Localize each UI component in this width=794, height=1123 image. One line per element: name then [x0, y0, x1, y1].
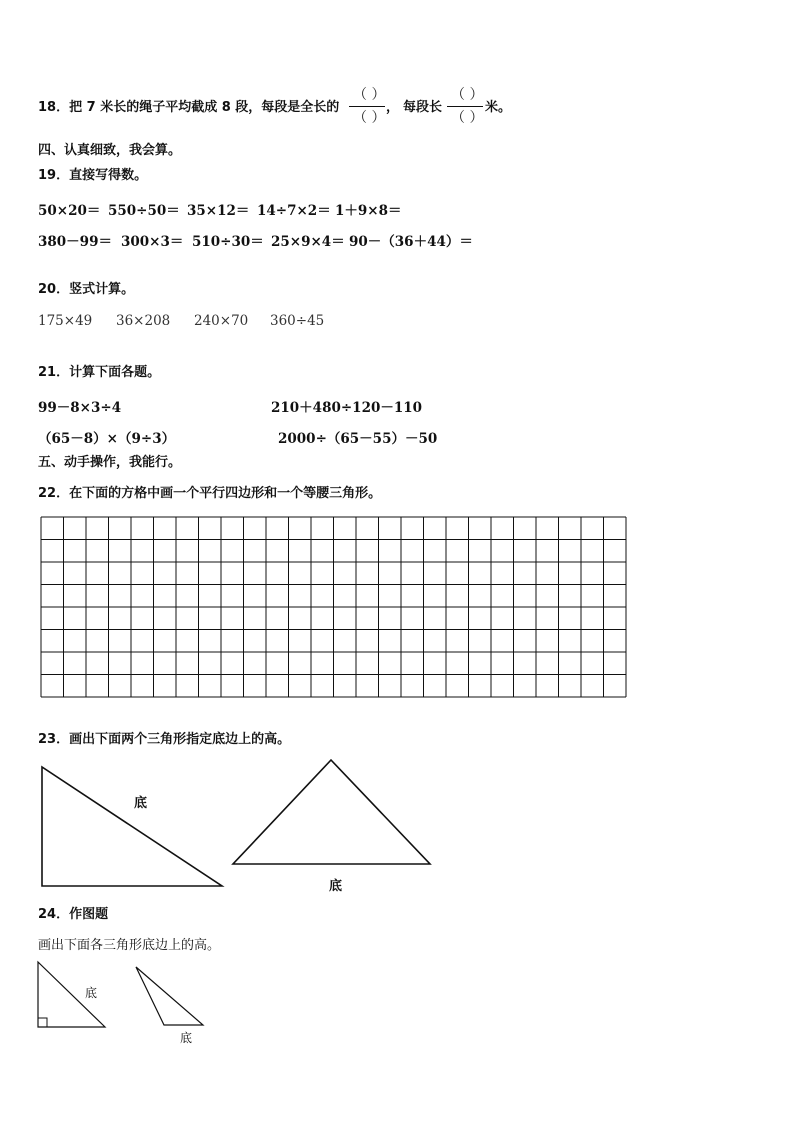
fraction-bar: [447, 106, 483, 107]
q19-item: 300×3＝: [121, 234, 184, 250]
drawing-grid[interactable]: [40, 516, 630, 720]
q19-item: 35×12＝: [187, 203, 250, 219]
q18-comma: ，: [386, 100, 400, 115]
fraction-numerator-blank: （ ）: [353, 87, 386, 103]
q20-item: 360÷45: [270, 313, 325, 329]
q21-item: 210＋480÷120－110: [271, 400, 423, 416]
fraction-denominator-blank: （ ）: [451, 110, 484, 126]
q24-base-label-right: 底: [180, 1031, 193, 1045]
q23-title: 23．画出下面两个三角形指定底边上的高。: [38, 732, 291, 747]
q21-item: （65－8）×（9÷3）: [38, 431, 176, 447]
q18-fraction-blank-1[interactable]: [349, 84, 385, 130]
q23-triangles: [0, 750, 794, 900]
q19-item: 25×9×4＝: [271, 234, 345, 250]
q19-item: 90－（36＋44）＝: [349, 234, 473, 250]
fraction-numerator-blank: （ ）: [451, 87, 484, 103]
q19-title: 19．直接写得数。: [38, 168, 148, 183]
q24-subtitle: 画出下面各三角形底边上的高。: [38, 938, 221, 953]
q20-item: 175×49: [38, 313, 93, 329]
q20-item: 240×70: [194, 313, 249, 329]
q19-item: 510÷30＝: [192, 234, 264, 250]
section4-title: 四、认真细致，我会算。: [38, 143, 182, 158]
q18-text-a: 18．把 7 米长的绳子平均截成 8 段，每段是全长的: [38, 100, 340, 115]
q21-item: 99－8×3÷4: [38, 400, 122, 416]
q18-text-b: 每段长: [403, 100, 443, 115]
q24-triangles: [0, 955, 794, 1045]
q19-item: 14÷7×2＝: [257, 203, 331, 219]
q23-base-label-right: 底: [329, 879, 343, 894]
q24-base-label-left: 底: [85, 986, 98, 1000]
fraction-denominator-blank: （ ）: [353, 110, 386, 126]
right-triangle[interactable]: [42, 767, 222, 886]
q20-title: 20．竖式计算。: [38, 282, 135, 297]
acute-triangle[interactable]: [233, 760, 430, 864]
section5-title: 五、动手操作，我能行。: [38, 455, 182, 470]
q18-text-c: 米。: [485, 100, 512, 115]
q24-title: 24．作图题: [38, 907, 109, 922]
q21-item: 2000÷（65－55）－50: [278, 431, 438, 447]
q19-item: 1＋9×8＝: [335, 203, 402, 219]
q19-item: 380－99＝: [38, 234, 112, 250]
q19-item: 550÷50＝: [108, 203, 180, 219]
q20-item: 36×208: [116, 313, 171, 329]
q23-base-label-left: 底: [134, 796, 148, 811]
small-obtuse-triangle[interactable]: [136, 967, 203, 1025]
fraction-bar: [349, 106, 385, 107]
q22-title: 22．在下面的方格中画一个平行四边形和一个等腰三角形。: [38, 486, 382, 501]
q18-fraction-blank-2[interactable]: [447, 84, 483, 130]
q19-item: 50×20＝: [38, 203, 101, 219]
right-angle-mark: [38, 1018, 47, 1027]
q21-title: 21．计算下面各题。: [38, 365, 161, 380]
